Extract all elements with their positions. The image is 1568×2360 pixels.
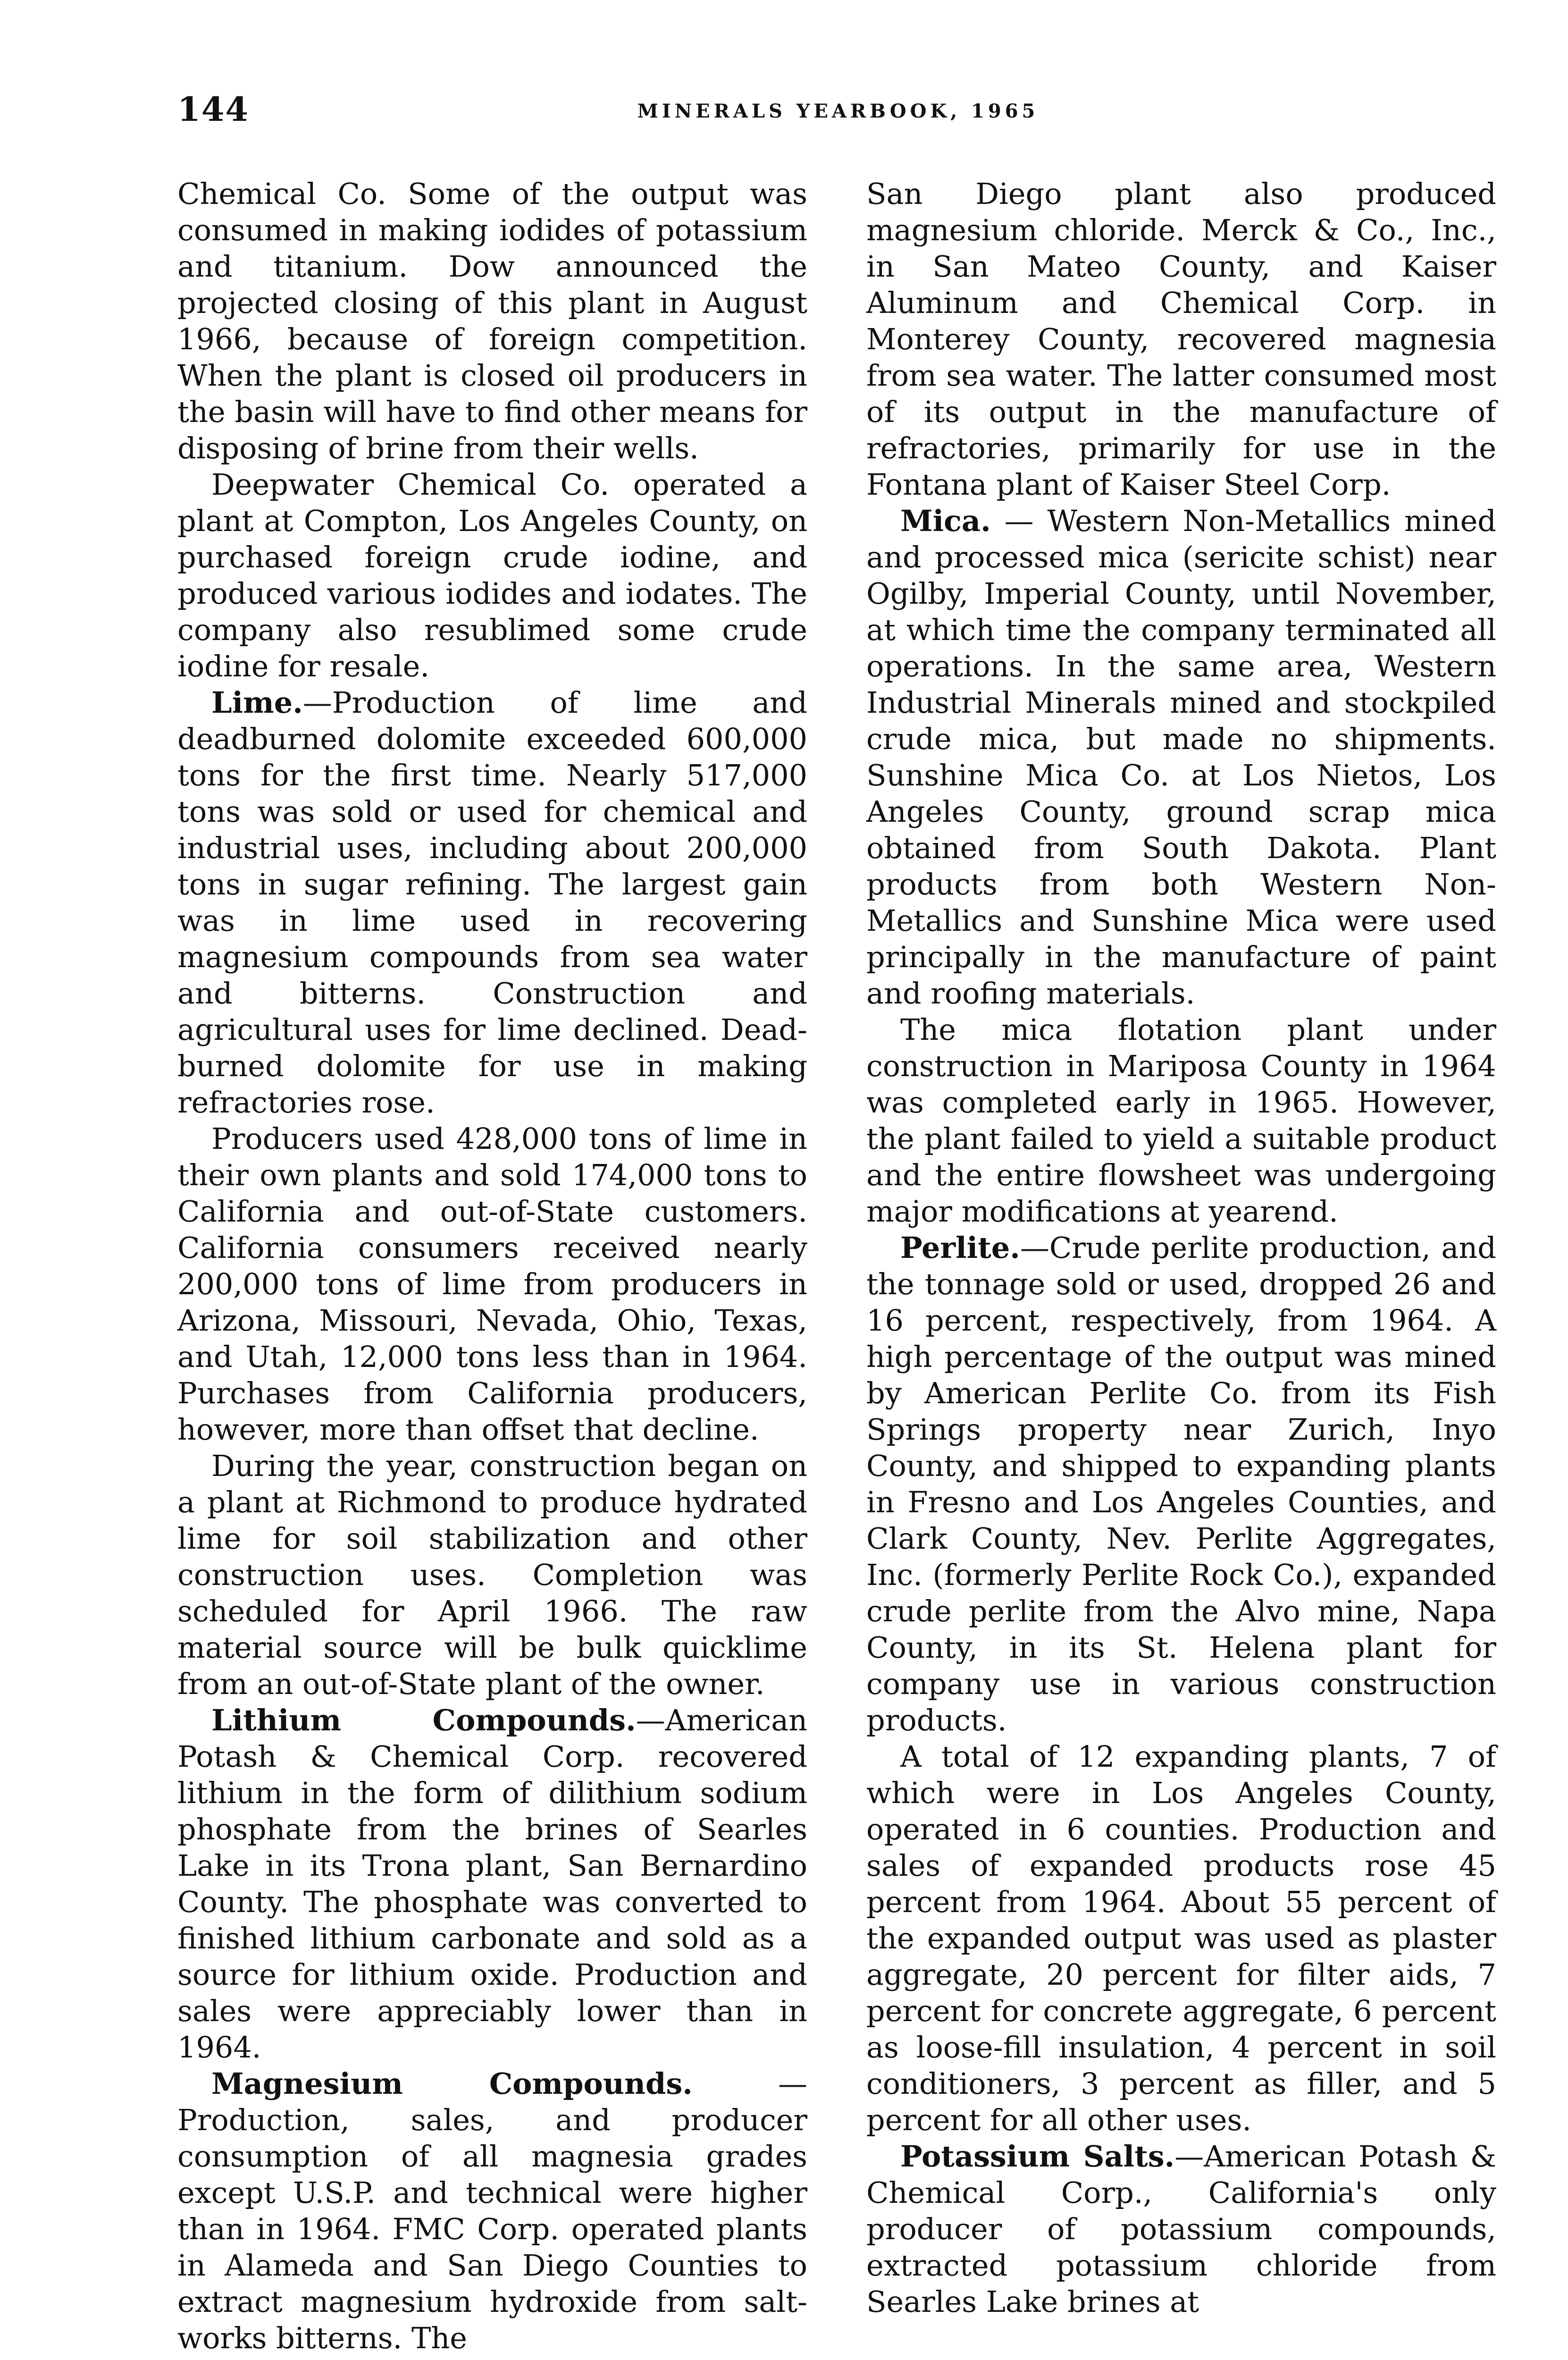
section-magnesium bbox=[177, 2065, 807, 2356]
potassium-text: —American Potash & Chemical Corp., California's only producer of potassium compounds, extracted potassium chloride from Searles Lake brines at bbox=[866, 2139, 1496, 2319]
perlite-text: —Crude perlite production, and the tonnage sold or used, dropped 26 and 16 percent, respectively, from 1964. A high percentage of the output was mined by American Perlite Co. from its Fish Springs property near Zurich, Inyo County, and shipped to expanding plants in Fresno and Los Angeles Counties, and Clark County, Nev. Perlite Aggregates, Inc. (formerly Perlite Rock Co.), expanded crude perlite from the Alvo mine, Napa County, in its St. Helena plant for company use in various construction products. bbox=[866, 1231, 1496, 1737]
paragraph-lime-construction: During the year, construction began on a plant at Richmond to produce hydrated lime for soil stabilization and other construction uses. Completion was scheduled for April 1966. The raw material source will be bulk quicklime from an out-of-State plant of the owner. bbox=[177, 1449, 807, 1701]
heading-lime: Lime. bbox=[211, 685, 303, 720]
left-column bbox=[177, 176, 807, 2356]
section-lime bbox=[177, 684, 807, 1121]
heading-potassium: Potassium Salts. bbox=[900, 2139, 1175, 2174]
paragraph-perlite-expanding: A total of 12 expanding plants, 7 of which were in Los Angeles County, operated in 6 counties. Production and sales of expanded products rose 45 percent from 1964. About 55 percent of the expanded output was used as plaster aggregate, 20 percent for filter aids, 7 percent for concrete aggregate, 6 percent as loose-fill insulation, 4 percent in soil conditioners, 3 percent as filler, and 5 percent for all other uses. bbox=[866, 1739, 1496, 2137]
section-potassium bbox=[866, 2138, 1496, 2320]
page-number: 144 bbox=[177, 90, 250, 129]
paragraph-mica-flotation: The mica flotation plant under construction in Mariposa County in 1964 was completed early in 1965. However, the plant failed to yield a suitable product and the entire flowsheet was undergoing major modifications at yearend. bbox=[866, 1012, 1496, 1229]
paragraph-lime-producers: Producers used 428,000 tons of lime in their own plants and sold 174,000 tons to California and out-of-State customers. California consumers received nearly 200,000 tons of lime from producers in Arizona, Missouri, Nevada, Ohio, Texas, and Utah, 12,000 tons less than in 1964. Purchases from California producers, however, more than offset that decline. bbox=[177, 1121, 807, 1447]
heading-perlite: Perlite. bbox=[900, 1231, 1020, 1265]
paragraph-magnesium-continued: San Diego plant also produced magnesium chloride. Merck & Co., Inc., in San Mateo County, and Kaiser Aluminum and Chemical Corp. in Monterey County, recovered magnesia from sea water. The latter consumed most of its output in the manufacture of refractories, primarily for use in the Fontana plant of Kaiser Steel Corp. bbox=[866, 177, 1496, 502]
lithium-text: —American Potash & Chemical Corp. recovered lithium in the form of dilithium sodium phosphate from the brines of Searles Lake in its Trona plant, San Bernardino County. The phosphate was converted to finished lithium carbonate and sold as a source for lithium oxide. Production and sales were appreciably lower than in 1964. bbox=[177, 1703, 807, 2065]
section-mica bbox=[866, 503, 1496, 1011]
section-perlite bbox=[866, 1230, 1496, 1738]
magnesium-text: — Production, sales, and producer consumption of all magnesia grades except U.S.P. and technical were higher than in 1964. FMC Corp. operated plants in Alameda and San Diego Counties to extract magnesium hydroxide from salt-works bitterns. The bbox=[177, 2066, 807, 2355]
lime-text: —Production of lime and deadburned dolomite exceeded 600,000 tons for the first time. Nearly 517,000 tons was sold or used for chemical and industrial uses, including about 200,000 tons in sugar refining. The largest gain was in lime used in recovering magnesium compounds from sea water and bitterns. Construction and agricultural uses for lime declined. Dead-burned dolomite for use in making refractories rose. bbox=[177, 685, 807, 1120]
page-header bbox=[177, 90, 1499, 146]
paragraph-deepwater: Deepwater Chemical Co. operated a plant at Compton, Los Angeles County, on purchased foreign crude iodine, and produced various iodides and iodates. The company also resublimed some crude iodine for resale. bbox=[177, 467, 807, 683]
running-title: MINERALS YEARBOOK, 1965 bbox=[637, 100, 1039, 122]
mica-text: — Western Non-Metallics mined and processed mica (sericite schist) near Ogilby, Imperial County, until November, at which time the company terminated all operations. In the same area, Western Industrial Minerals mined and stockpiled crude mica, but made no shipments. Sunshine Mica Co. at Los Nietos, Los Angeles County, ground scrap mica obtained from South Dakota. Plant products from both Western Non-Metallics and Sunshine Mica were used principally in the manufacture of paint and roofing materials. bbox=[866, 504, 1496, 1011]
heading-mica: Mica. bbox=[900, 504, 991, 538]
heading-magnesium: Magnesium Compounds. bbox=[211, 2066, 693, 2101]
paragraph-iodine-continued: Chemical Co. Some of the output was consumed in making iodides of potassium and titanium. Dow announced the projected closing of this plant in August 1966, because of foreign competition. When the plant is closed oil producers in the basin will have to find other means for disposing of brine from their wells. bbox=[177, 177, 807, 465]
section-lithium bbox=[177, 1702, 807, 2065]
heading-lithium: Lithium Compounds. bbox=[211, 1703, 636, 1737]
right-column bbox=[866, 176, 1496, 2320]
